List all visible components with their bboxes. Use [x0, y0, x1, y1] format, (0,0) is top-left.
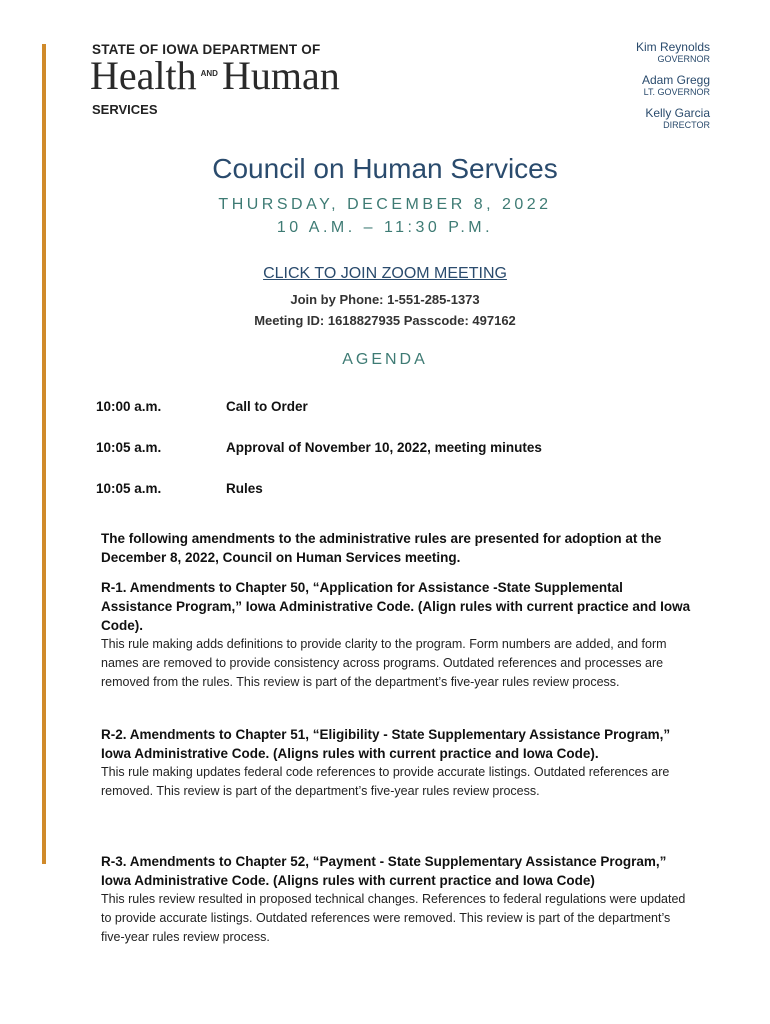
- official-governor: [636, 40, 710, 65]
- zoom-meeting-link[interactable]: CLICK TO JOIN ZOOM MEETING: [263, 265, 507, 282]
- officials-list: [636, 40, 710, 139]
- rule-body: This rule making updates federal code references to provide accurate listings. Outdated references are removed. This review is part of the department’s five-year rules review process.: [101, 765, 670, 798]
- meeting-time: 10 A.M. – 11:30 P.M.: [276, 219, 494, 236]
- phone-info: Join by Phone: 1-551-285-1373: [290, 292, 480, 307]
- official-lt-governor: [636, 73, 710, 98]
- agenda-item: [96, 399, 308, 414]
- rule-heading: R-3. Amendments to Chapter 52, “Payment - State Supplementary Assistance Program,” Iowa Administrative Code. (Aligns rules with current practice and Iowa Code): [101, 854, 667, 888]
- official-director: [636, 106, 710, 131]
- agenda-label: Call to Order: [226, 399, 308, 414]
- official-name: Adam Gregg: [641, 73, 710, 87]
- rules-intro: The following amendments to the administrative rules are presented for adoption at the December 8, 2022, Council on Human Services meeting.: [101, 531, 662, 565]
- agenda-time: 10:05 a.m.: [96, 440, 162, 455]
- agenda-item: [96, 440, 542, 455]
- logo-wordmark: [90, 53, 340, 98]
- logo-top-text: STATE OF IOWA DEPARTMENT OF: [92, 42, 321, 57]
- rule-item-r2: [101, 725, 691, 801]
- official-title: DIRECTOR: [663, 120, 710, 130]
- rule-item-r3: [101, 852, 691, 947]
- logo-and: AND: [200, 68, 218, 78]
- agenda-label: Rules: [226, 481, 263, 496]
- meeting-title: Council on Human Services: [212, 153, 558, 184]
- rule-heading: R-1. Amendments to Chapter 50, “Application for Assistance -State Supplemental Assistance Program,” Iowa Administrative Code. (Align rules with current practice and Iowa Code).: [101, 580, 691, 633]
- agenda-item: [96, 481, 263, 496]
- logo-human: Human: [221, 53, 340, 98]
- logo-health: Health: [90, 53, 197, 98]
- official-name: Kelly Garcia: [645, 106, 710, 120]
- agenda-label: Approval of November 10, 2022, meeting minutes: [226, 440, 542, 455]
- meeting-id-info: Meeting ID: 1618827935 Passcode: 497162: [254, 313, 516, 328]
- rule-item-r1: [101, 578, 691, 692]
- rule-body: This rules review resulted in proposed technical changes. References to federal regulations were updated to provide accurate listings. Outdated references were removed. This review is part of the department’s five-year rules review process.: [101, 892, 686, 944]
- official-title: GOVERNOR: [657, 54, 710, 64]
- logo-services: SERVICES: [92, 102, 158, 117]
- agenda-time: 10:05 a.m.: [96, 481, 162, 496]
- rule-heading: R-2. Amendments to Chapter 51, “Eligibility - State Supplementary Assistance Program,” Iowa Administrative Code. (Aligns rules with current practice and Iowa Code).: [101, 727, 671, 761]
- official-title: LT. GOVERNOR: [643, 87, 710, 97]
- agenda-time: 10:00 a.m.: [96, 399, 162, 414]
- meeting-date: THURSDAY, DECEMBER 8, 2022: [218, 196, 552, 213]
- agenda-heading: AGENDA: [342, 351, 428, 368]
- rule-body: This rule making adds definitions to provide clarity to the program. Form numbers are added, and form names are removed to provide consistency across programs. Outdated references and processes are removed from the rules. This review is part of the department’s five-year rules review process.: [101, 637, 667, 689]
- official-name: Kim Reynolds: [635, 40, 710, 54]
